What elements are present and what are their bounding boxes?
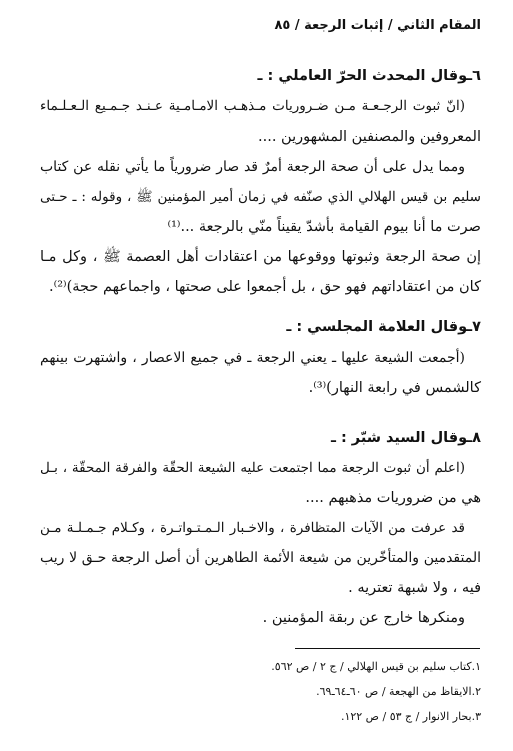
section-heading-8: ٨ـوقال السيد شبّر : ـ [330,430,481,446]
body-line: ومنكرها خارج عن ربقة المؤمنين . [262,610,465,626]
section-heading-6: ٦ـوقال المحدث الحرّ العاملي : ـ [257,68,481,84]
body-line: (اعلم أن ثبوت الرجعة مما اجتمعت عليه الشيعة الحقّة والفرقة المحقّة ، بـل [40,460,465,476]
body-line: هي من ضروريات مذهبهم .... [305,490,481,506]
body-line: ومما يدل على أن صحة الرجعة أمرٌ قد صار ضرورياً ما يأتي نقله عن كتاب [40,159,465,175]
body-line: (انّ ثبوت الرجـعـة مـن ضـروريات مـذهـب الامـامـية عـنـد جـمـيع الـعـلـماء [40,98,465,114]
footnote-3: ٣.بحار الانوار / ج ٥٣ / ص ١٢٢. [340,710,481,723]
body-line: المعروفين والمصنفين المشهورين .... [258,129,481,145]
body-line: قد عرفت من الآيات المتظافرة ، والاخـبار الـمـتـواتـرة ، وكـلام جـمـلـة مـن [40,520,465,536]
body-line: المتقدمين والمتأخّرين من شيعة الأئمة الطاهرين أن أصل الرجعة حـق لا ريب [40,550,481,566]
body-line: كالشمس في رابعة النهار)⁽³⁾. [308,380,481,396]
body-line: (أجمعت الشيعة عليها ـ يعني الرجعة ـ في جميع الاعصار ، واشتهرت بينهم [40,350,465,366]
body-line: سليم بن قيس الهلالي الذي صنّفه في زمان أمير المؤمنين ﷺ ، وقوله : ـ حـتى [40,189,481,205]
footnote-2: ٢.الايقاظ من الهجعة / ص ٦٠ـ٦٤ـ٦٩. [316,685,481,698]
body-line: كان من اعتقاداتهم فهو حق ، بل أجمعوا على صحتها ، واجماعهم حجة)⁽²⁾. [49,279,481,295]
footnote-separator [295,648,480,649]
section-heading-7: ٧ـوقال العلامة المجلسي : ـ [286,319,481,335]
body-line: فيه ، ولا شبهة تعتريه . [348,580,481,596]
footnote-1: ١.كتاب سليم بن قيس الهلالي / ج ٢ / ص ٥٦٢. [271,660,481,673]
body-line: صرت ما أنا بيوم القيامة بأشدّ يقيناً منّي بالرجعة ...⁽¹⁾ [167,219,481,235]
body-line: إن صحة الرجعة وثبوتها ووقوعها من اعتقادات أهل العصمة ﷺ ، وكل مـا [40,249,481,265]
running-header: المقام الثاني / إثبات الرجعة / ٨٥ [274,18,481,33]
